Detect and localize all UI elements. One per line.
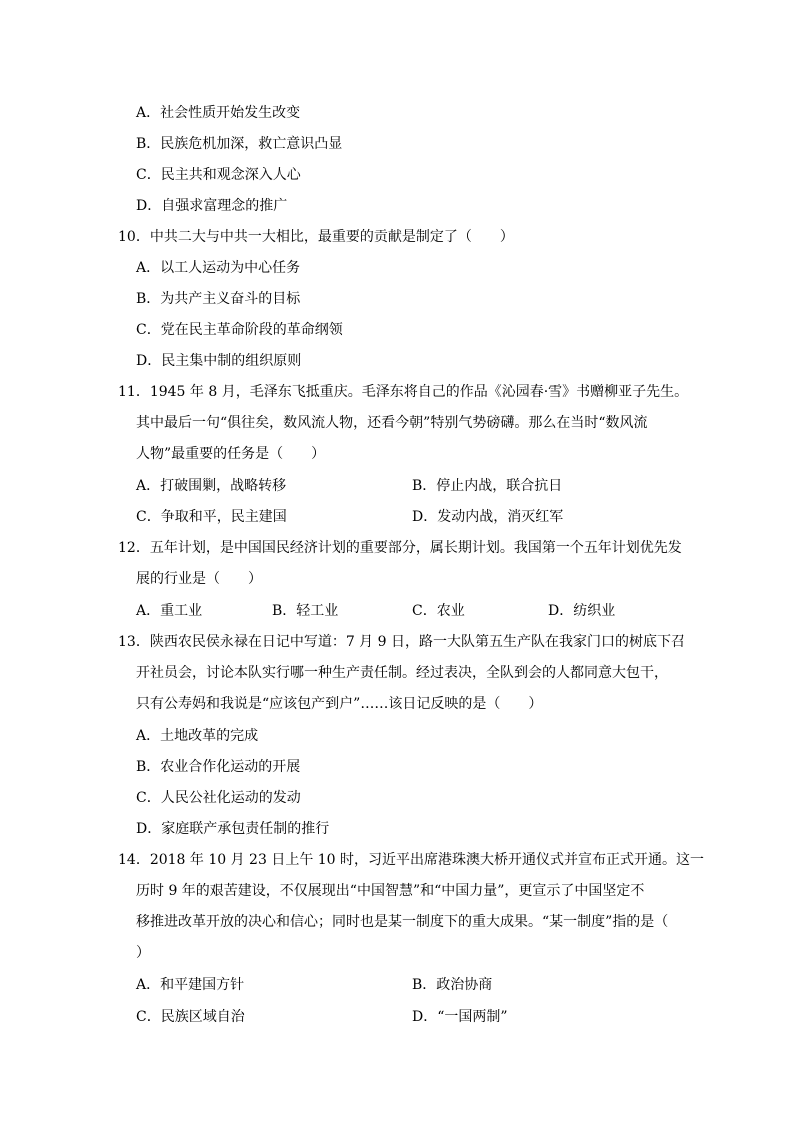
q14-option-b: B．政治协商 (412, 977, 493, 993)
q10-option-b: B．为共产主义奋斗的目标 (136, 291, 301, 307)
q13-option-a: A．土地改革的完成 (136, 728, 259, 744)
q9-option-a: A．社会性质开始发生改变 (136, 105, 301, 121)
q10-stem: 10．中共二大与中共一大相比，最重要的贡献是制定了（ ） (118, 229, 514, 245)
q14-stem-line1: 14．2018 年 10 月 23 日上午 10 时，习近平出席港珠澳大桥开通仪式并宣布正式开通。这一 (118, 852, 705, 868)
q14-stem-line3: 移推进改革开放的决心和信心；同时也是某一制度下的重大成果。“某一制度”指的是（ (136, 914, 669, 930)
q12-option-b: B．轻工业 (272, 603, 339, 619)
q13-stem-line3: 只有公寿妈和我说是“应该包产到户”……该日记反映的是（ ） (136, 696, 543, 712)
q14-stem-line2: 历时 9 年的艰苦建设，不仅展现出“中国智慧”和“中国力量”，更宣示了中国坚定不 (136, 883, 645, 899)
q12-option-d: D．纺织业 (548, 603, 616, 619)
q10-option-c: C．党在民主革命阶段的革命纲领 (136, 322, 343, 338)
q11-option-c: C．争取和平，民主建国 (136, 509, 287, 525)
q14-option-c: C．民族区域自治 (136, 1009, 245, 1025)
q9-option-c: C．民主共和观念深入人心 (136, 167, 301, 183)
q9-option-b: B．民族危机加深，救亡意识凸显 (136, 136, 343, 152)
q11-option-b: B．停止内战，联合抗日 (412, 478, 563, 494)
q9-option-d: D．自强求富理念的推广 (136, 198, 288, 214)
q13-option-d: D．家庭联产承包责任制的推行 (136, 821, 330, 837)
q14-option-a: A．和平建国方针 (136, 977, 245, 993)
q11-option-d: D．发动内战，消灭红军 (412, 509, 564, 525)
q11-option-a: A．打破围剿，战略转移 (136, 478, 287, 494)
q11-stem-line2: 其中最后一句“俱往矣，数风流人物，还看今朝”特别气势磅礴。那么在当时“数风流 (136, 415, 648, 431)
q14-stem-line4: ） (136, 945, 150, 961)
q12-stem-line2: 展的行业是（ ） (136, 571, 262, 587)
q13-option-c: C．人民公社化运动的发动 (136, 790, 301, 806)
q11-stem-line3: 人物”最重要的任务是（ ） (136, 446, 326, 462)
q11-stem-line1: 11．1945 年 8 月，毛泽东飞抵重庆。毛泽东将自己的作品《沁园春·雪》书赠柳亚子先生。 (118, 384, 689, 400)
q13-option-b: B．农业合作化运动的开展 (136, 759, 301, 775)
q12-stem-line1: 12．五年计划，是中国国民经济计划的重要部分，属长期计划。我国第一个五年计划优先发 (118, 540, 682, 556)
q10-option-a: A．以工人运动为中心任务 (136, 260, 301, 276)
q14-option-d: D．“一国两制” (412, 1009, 508, 1025)
q12-option-a: A．重工业 (136, 603, 203, 619)
q13-stem-line2: 开社员会，讨论本队实行哪一种生产责任制。经过表决，全队到会的人都同意大包干， (136, 665, 668, 681)
q13-stem-line1: 13．陕西农民侯永禄在日记中写道：7 月 9 日，路一大队第五生产队在我家门口的树底下召 (118, 634, 685, 650)
q12-option-c: C．农业 (412, 603, 465, 619)
q10-option-d: D．民主集中制的组织原则 (136, 353, 302, 369)
